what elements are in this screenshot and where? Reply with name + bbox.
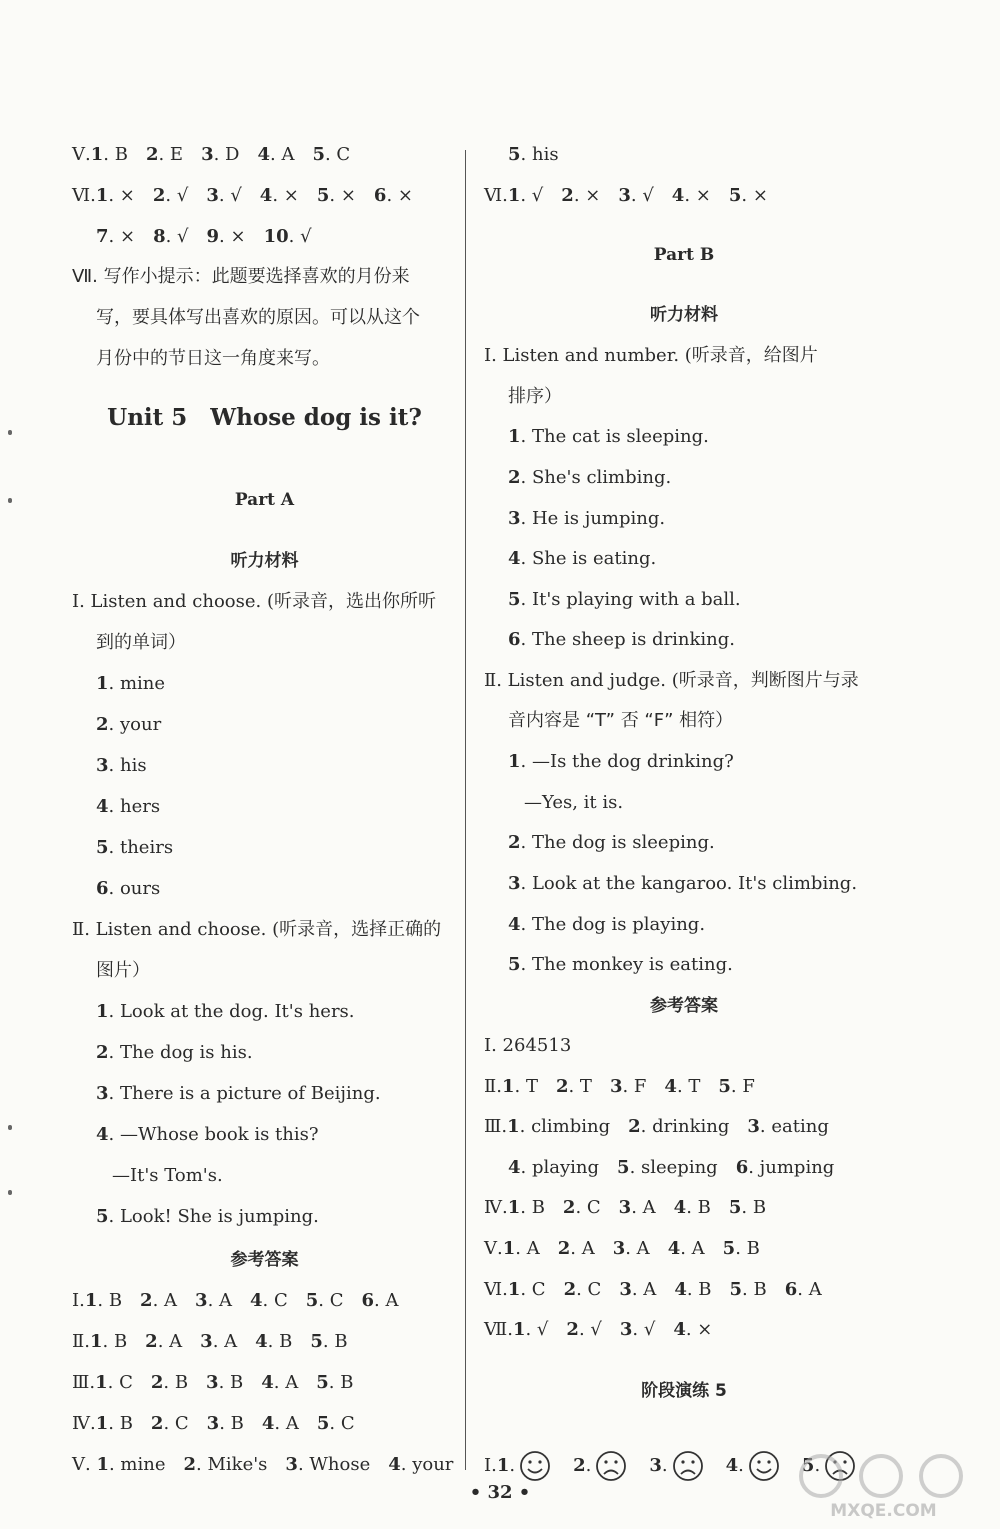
- sad-icon: [672, 1450, 704, 1482]
- text-line-r11: 5. It's playing with a ball.: [508, 589, 741, 610]
- text-line-l5: 写，要具体写出喜欢的原因。可以从这个: [96, 307, 420, 328]
- text-line-l14: 3. his: [96, 755, 147, 776]
- smile-icon: [748, 1450, 780, 1482]
- margin-mark: [8, 498, 12, 503]
- text-line-l16: 5. theirs: [96, 837, 174, 858]
- face-item: 3.: [649, 1455, 703, 1476]
- text-line-l19: 图片）: [96, 960, 150, 981]
- text-line-r19: 4. The dog is playing.: [508, 914, 706, 935]
- text-line-r17: 2. The dog is sleeping.: [508, 832, 715, 853]
- text-line-l28: Ⅱ.1. B 2. A 3. A 4. B 5. B: [72, 1331, 348, 1352]
- text-line-l20: 1. Look at the dog. It's hers.: [96, 1001, 355, 1022]
- text-line-l1: Ⅴ.1. B 2. E 3. D 4. A 5. C: [72, 144, 351, 165]
- text-line-r5: Ⅰ. Listen and number. (听录音，给图片: [484, 345, 818, 366]
- text-line-r9: 3. He is jumping.: [508, 508, 666, 529]
- text-line-r8: 2. She's climbing.: [508, 467, 672, 488]
- text-line-l23: 4. —Whose book is this?: [96, 1124, 319, 1145]
- text-line-l30: Ⅳ.1. B 2. C 3. B 4. A 5. C: [72, 1413, 355, 1434]
- text-line-r20: 5. The monkey is eating.: [508, 954, 733, 975]
- text-line-r24: Ⅲ.1. climbing 2. drinking 3. eating: [484, 1116, 829, 1137]
- text-line-l18: Ⅱ. Listen and choose. (听录音，选择正确的: [72, 919, 442, 940]
- text-line-l26: 参考答案: [230, 1250, 299, 1270]
- text-line-l15: 4. hers: [96, 796, 161, 817]
- face-item: 2.: [573, 1455, 627, 1476]
- text-line-l12: 1. mine: [96, 673, 166, 694]
- page-number: • 32 •: [469, 1482, 531, 1503]
- text-line-r29: Ⅶ.1. √ 2. √ 3. √ 4. ×: [484, 1319, 713, 1340]
- text-line-l21: 2. The dog is his.: [96, 1042, 253, 1063]
- text-line-r12: 6. The sheep is drinking.: [508, 629, 736, 650]
- watermark: [791, 1451, 976, 1521]
- faces-row-label: Ⅰ.: [484, 1455, 497, 1476]
- margin-mark: [8, 430, 12, 435]
- text-line-r18: 3. Look at the kangaroo. It's climbing.: [508, 873, 858, 894]
- text-line-l8: Part A: [234, 490, 295, 510]
- text-line-r30: 阶段演练 5: [641, 1381, 727, 1401]
- text-line-l17: 6. ours: [96, 878, 161, 899]
- sad-icon: [595, 1450, 627, 1482]
- text-line-l7: Unit 5 Whose dog is it?: [107, 404, 422, 431]
- text-line-r7: 1. The cat is sleeping.: [508, 426, 709, 447]
- text-line-l4: Ⅶ. 写作小提示：此题要选择喜欢的月份来: [72, 266, 410, 287]
- text-line-r16: —Yes, it is.: [524, 792, 624, 813]
- text-line-l10: Ⅰ. Listen and choose. (听录音，选出你所听: [72, 591, 436, 612]
- face-item: 5.: [802, 1455, 856, 1476]
- text-line-r4: 听力材料: [650, 305, 718, 325]
- text-line-r22: Ⅰ. 264513: [484, 1035, 572, 1056]
- text-line-r27: Ⅴ.1. A 2. A 3. A 4. A 5. B: [484, 1238, 760, 1259]
- text-line-l11: 到的单词）: [96, 632, 186, 653]
- text-line-r13: Ⅱ. Listen and judge. (听录音，判断图片与录: [484, 670, 859, 691]
- text-line-l13: 2. your: [96, 714, 162, 735]
- text-line-r25: 4. playing 5. sleeping 6. jumping: [508, 1157, 835, 1178]
- smile-icon: [519, 1450, 551, 1482]
- text-line-l31: Ⅴ. 1. mine 2. Mike's 3. Whose 4. your: [72, 1454, 454, 1475]
- text-line-r6: 排序）: [508, 386, 562, 407]
- text-line-l25: 5. Look! She is jumping.: [96, 1206, 319, 1227]
- column-divider: [465, 150, 466, 1470]
- text-line-l9: 听力材料: [230, 551, 299, 571]
- text-line-l24: —It's Tom's.: [112, 1165, 223, 1186]
- text-line-l27: Ⅰ.1. B 2. A 3. A 4. C 5. C 6. A: [72, 1290, 399, 1311]
- text-line-r14: 音内容是 “T” 否 “F” 相符）: [508, 710, 734, 731]
- text-line-r26: Ⅳ.1. B 2. C 3. A 4. B 5. B: [484, 1197, 767, 1218]
- watermark-logo-icon: [791, 1451, 976, 1501]
- face-item: 4.: [726, 1455, 780, 1476]
- text-line-r2: Ⅵ.1. √ 2. × 3. √ 4. × 5. ×: [484, 185, 768, 206]
- watermark-text: MXQE.COM: [830, 1501, 937, 1521]
- text-line-r21: 参考答案: [650, 996, 718, 1016]
- text-line-r10: 4. She is eating.: [508, 548, 657, 569]
- margin-mark: [8, 1190, 12, 1195]
- face-item: 1.: [497, 1455, 551, 1476]
- text-line-r28: Ⅵ.1. C 2. C 3. A 4. B 5. B 6. A: [484, 1279, 822, 1300]
- text-line-l22: 3. There is a picture of Beijing.: [96, 1083, 381, 1104]
- text-line-r3: Part B: [653, 245, 715, 265]
- text-line-r15: 1. —Is the dog drinking?: [508, 751, 734, 772]
- text-line-r1: 5. his: [508, 144, 559, 165]
- text-line-l2: Ⅵ.1. × 2. √ 3. √ 4. × 5. × 6. ×: [72, 185, 413, 206]
- text-line-l3: 7. × 8. √ 9. × 10. √: [96, 226, 312, 247]
- text-line-l29: Ⅲ.1. C 2. B 3. B 4. A 5. B: [72, 1372, 354, 1393]
- text-line-r23: Ⅱ.1. T 2. T 3. F 4. T 5. F: [484, 1076, 755, 1097]
- text-line-l6: 月份中的节日这一角度来写。: [96, 348, 330, 369]
- margin-mark: [8, 1125, 12, 1130]
